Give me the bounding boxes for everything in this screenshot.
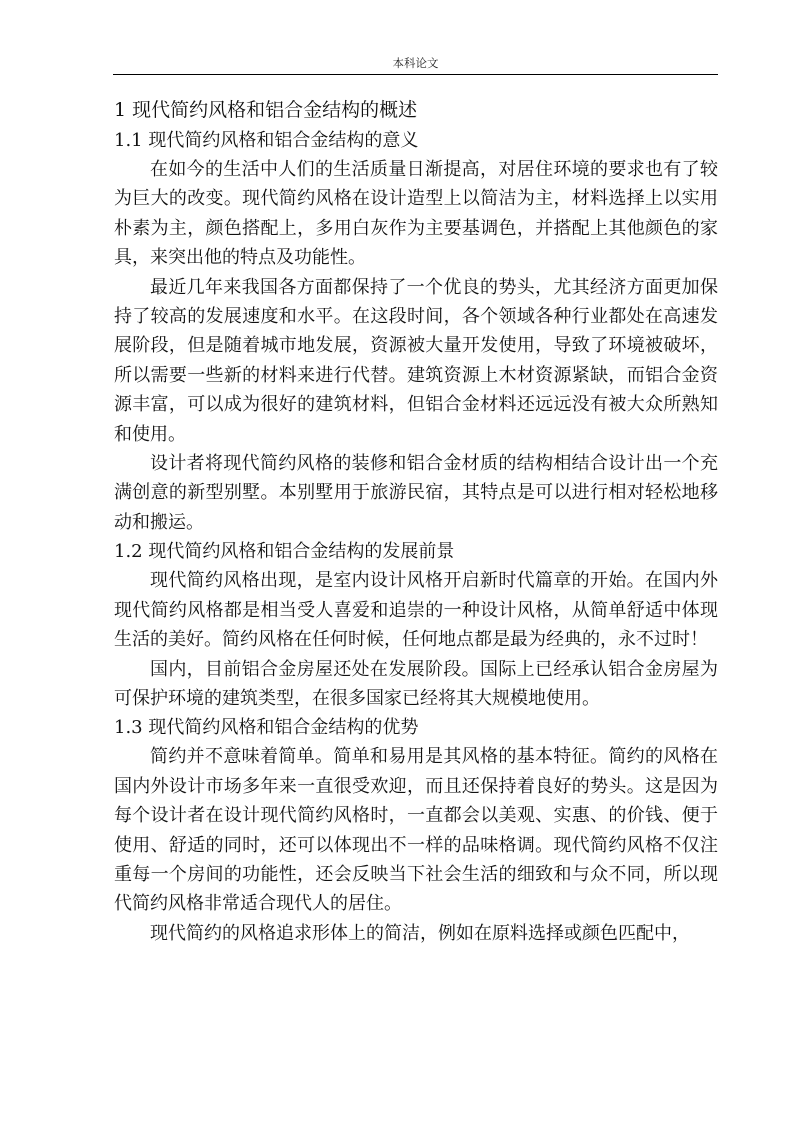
chapter-heading: 1 现代简约风格和铝合金结构的概述	[114, 99, 418, 121]
paragraph: 国内，目前铝合金房屋还处在发展阶段。国际上已经承认铝合金房屋为可保护环境的建筑类型，在很多国家已经将其大规模地使用。	[114, 658, 718, 709]
paragraph: 现代简约的风格追求形体上的简洁，例如在原料选择或颜色匹配中，	[150, 922, 690, 944]
paragraph: 在如今的生活中人们的生活质量日渐提高，对居住环境的要求也有了较为巨大的改变。现代简约风格在设计造型上以简洁为主，材料选择上以实用朴素为主，颜色搭配上，多用白灰作为主要基调色，并搭配上其他颜色的家具，来突出他的特点及功能性。	[114, 159, 718, 269]
paragraph: 简约并不意味着简单。简单和易用是其风格的基本特征。简约的风格在国内外设计市场多年来一直很受欢迎，而且还保持着良好的势头。这是因为每个设计者在设计现代简约风格时，一直都会以美观、实惠、的价钱、便于使用、舒适的同时，还可以体现出不一样的品味格调。现代简约风格不仅注重每一个房间的功能性，还会反映当下社会生活的细致和与众不同，所以现代简约风格非常适合现代人的居住。	[114, 746, 718, 915]
section-heading-1-2: 1.2 现代简约风格和铝合金结构的发展前景	[114, 541, 455, 563]
header-divider	[113, 74, 718, 75]
document-body	[114, 94, 718, 948]
section-heading-1-3: 1.3 现代简约风格和铝合金结构的优势	[114, 717, 419, 739]
paragraph: 设计者将现代简约风格的装修和铝合金材质的结构相结合设计出一个充满创意的新型别墅。本别墅用于旅游民宿，其特点是可以进行相对轻松地移动和搬运。	[114, 453, 718, 533]
section-heading-1-1: 1.1 现代简约风格和铝合金结构的意义	[114, 130, 419, 151]
paragraph: 最近几年来我国各方面都保持了一个优良的势头，尤其经济方面更加保持了较高的发展速度和水平。在这段时间，各个领域各种行业都处在高速发展阶段，但是随着城市地发展，资源被大量开发使用，导致了环境被破坏，所以需要一些新的材料来进行代替。建筑资源上木材资源紧缺，而铝合金资源丰富，可以成为很好的建筑材料，但铝合金材料还远远没有被大众所熟知和使用。	[114, 276, 718, 445]
page-header: 本科论文	[392, 56, 439, 70]
paragraph: 现代简约风格出现，是室内设计风格开启新时代篇章的开始。在国内外现代简约风格都是相当受人喜爱和追崇的一种设计风格，从简单舒适中体现生活的美好。简约风格在任何时候，任何地点都是最为经典的，永不过时！	[114, 570, 718, 651]
